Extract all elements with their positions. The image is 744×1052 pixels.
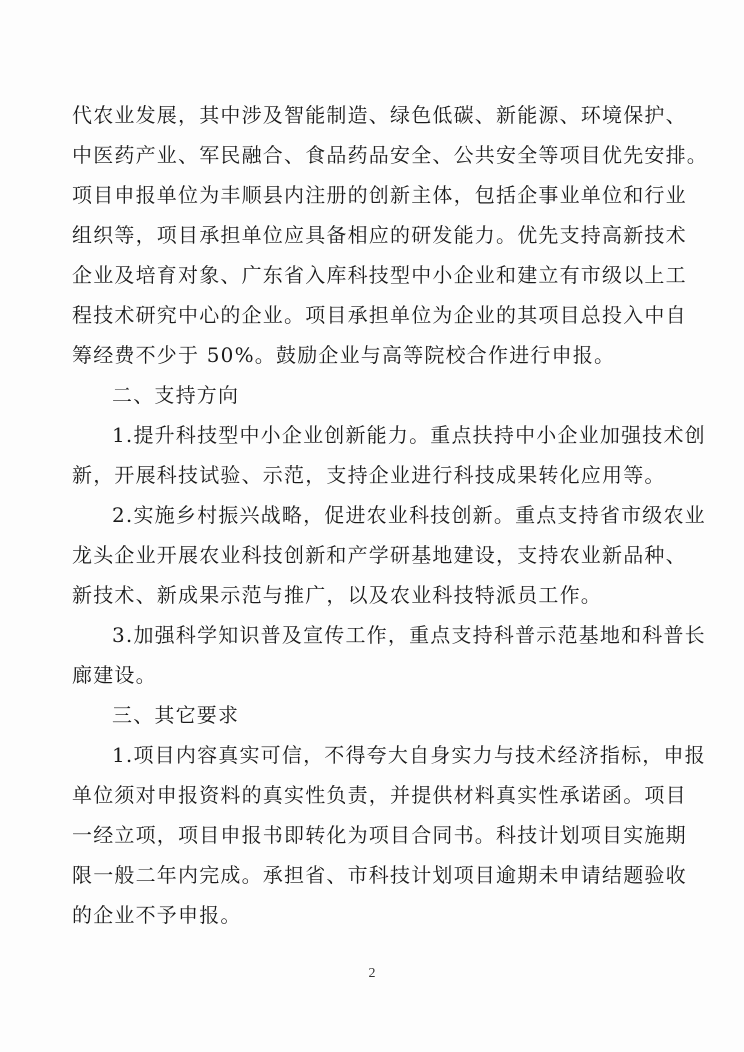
text-line: 3.加强科学知识普及宣传工作，重点支持科普示范基地和科普长	[112, 623, 706, 647]
section-heading: 三、其它要求	[112, 703, 240, 727]
text-line: 单位须对申报资料的真实性负责，并提供材料真实性承诺函。项目	[72, 783, 687, 807]
text-line: 一经立项，项目申报书即转化为项目合同书。科技计划项目实施期	[72, 823, 687, 847]
text-line: 代农业发展，其中涉及智能制造、绿色低碳、新能源、环境保护、	[72, 103, 687, 127]
body-text	[72, 95, 708, 935]
text-line: 程技术研究中心的企业。项目承担单位为企业的其项目总投入中自	[72, 303, 687, 327]
text-line: 的企业不予申报。	[72, 903, 242, 927]
text-line: 龙头企业开展农业科技创新和产学研基地建设，支持农业新品种、	[72, 543, 687, 567]
text-line: 1.提升科技型中小企业创新能力。重点扶持中小企业加强技术创	[112, 423, 706, 447]
text-line: 企业及培育对象、广东省入库科技型中小企业和建立有市级以上工	[72, 263, 687, 287]
text-line: 筹经费不少于 50%。鼓励企业与高等院校合作进行申报。	[72, 343, 616, 367]
text-line: 2.实施乡村振兴战略，促进农业科技创新。重点支持省市级农业	[112, 503, 706, 527]
text-line: 限一般二年内完成。承担省、市科技计划项目逾期未申请结题验收	[72, 863, 687, 887]
text-line: 组织等，项目承担单位应具备相应的研发能力。优先支持高新技术	[72, 223, 687, 247]
text-line: 中医药产业、军民融合、食品药品安全、公共安全等项目优先安排。	[72, 143, 708, 167]
section-heading: 二、支持方向	[112, 383, 240, 407]
text-line: 廊建设。	[72, 663, 157, 687]
text-line: 新，开展科技试验、示范，支持企业进行科技成果转化应用等。	[72, 463, 666, 487]
page-number: 2	[368, 966, 376, 981]
text-line: 新技术、新成果示范与推广，以及农业科技特派员工作。	[72, 583, 602, 607]
text-line: 项目申报单位为丰顺县内注册的创新主体，包括企事业单位和行业	[72, 183, 687, 207]
text-line: 1.项目内容真实可信，不得夸大自身实力与技术经济指标，申报	[112, 743, 706, 767]
